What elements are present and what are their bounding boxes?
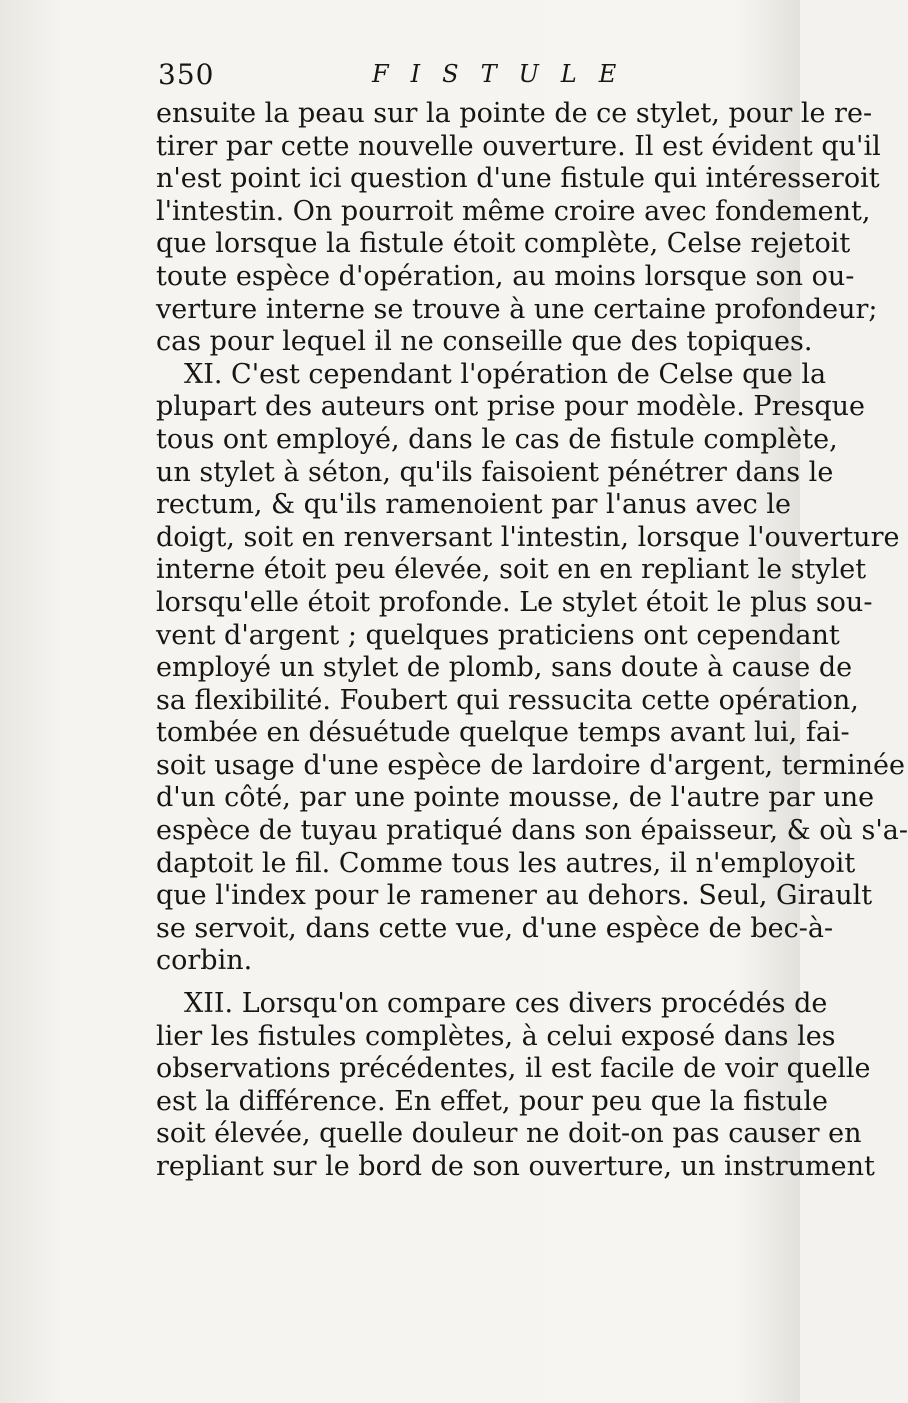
text-line: verture interne se trouve à une certaine profondeur; bbox=[156, 293, 878, 325]
text-line: observations précédentes, il est facile de voir quelle bbox=[156, 1053, 871, 1085]
text-line: XII. Lorsqu'on compare ces divers procédés de bbox=[184, 988, 828, 1020]
paragraph-3 bbox=[156, 988, 875, 1184]
text-line: lorsqu'elle étoit profonde. Le stylet étoit le plus sou- bbox=[156, 586, 873, 618]
text-line: corbin. bbox=[156, 945, 253, 977]
running-title: FISTULE bbox=[372, 60, 639, 88]
text-line: soit élevée, quelle douleur ne doit-on pas causer en bbox=[156, 1118, 862, 1150]
text-line: vent d'argent ; quelques praticiens ont cependant bbox=[156, 619, 840, 651]
text-line: espèce de tuyau pratiqué dans son épaisseur, & où s'a- bbox=[156, 815, 908, 847]
text-line: est la différence. En effet, pour peu que la fistule bbox=[156, 1085, 828, 1117]
page-header bbox=[158, 58, 772, 92]
text-line: daptoit le fil. Comme tous les autres, il n'employoit bbox=[156, 847, 856, 879]
text-line: XI. C'est cependant l'opération de Celse que la bbox=[184, 358, 827, 390]
text-line: un stylet à séton, qu'ils faisoient pénétrer dans le bbox=[156, 456, 834, 488]
text-line: se servoit, dans cette vue, d'une espèce de bec-à- bbox=[156, 912, 834, 944]
text-line: repliant sur le bord de son ouverture, un instrument bbox=[156, 1151, 875, 1182]
text-line: doigt, soit en renversant l'intestin, lorsque l'ouverture bbox=[156, 521, 900, 553]
page-number: 350 bbox=[158, 58, 215, 91]
body-text bbox=[156, 98, 908, 1184]
text-line: tombée en désuétude quelque temps avant lui, fai- bbox=[156, 717, 850, 749]
text-line: l'intestin. On pourroit même croire avec fondement, bbox=[156, 195, 871, 227]
text-line: sa flexibilité. Foubert qui ressucita cette opération, bbox=[156, 684, 859, 716]
text-line: tirer par cette nouvelle ouverture. Il est évident qu'il bbox=[156, 130, 881, 162]
text-line: cas pour lequel il ne conseille que des topiques. bbox=[156, 326, 813, 358]
text-line: ensuite la peau sur la pointe de ce stylet, pour le re- bbox=[156, 98, 873, 129]
text-line: d'un côté, par une pointe mousse, de l'autre par une bbox=[156, 782, 875, 814]
text-line: rectum, & qu'ils ramenoient par l'anus avec le bbox=[156, 489, 791, 521]
text-line: plupart des auteurs ont prise pour modèle. Presque bbox=[156, 391, 865, 423]
text-line: que lorsque la fistule étoit complète, Celse rejetoit bbox=[156, 228, 851, 260]
paragraph-1 bbox=[156, 98, 881, 359]
text-line: tous ont employé, dans le cas de fistule complète, bbox=[156, 423, 838, 455]
text-line: soit usage d'une espèce de lardoire d'argent, terminée bbox=[156, 749, 906, 781]
paragraph-2 bbox=[156, 358, 908, 978]
text-line: interne étoit peu élevée, soit en en repliant le stylet bbox=[156, 554, 867, 586]
text-line: que l'index pour le ramener au dehors. Seul, Girault bbox=[156, 880, 873, 912]
text-line: n'est point ici question d'une fistule qui intéresseroit bbox=[156, 163, 880, 195]
text-line: toute espèce d'opération, au moins lorsque son ou- bbox=[156, 260, 855, 292]
text-line: lier les fistules complètes, à celui exposé dans les bbox=[156, 1020, 836, 1052]
text-line: employé un stylet de plomb, sans doute à cause de bbox=[156, 652, 853, 684]
